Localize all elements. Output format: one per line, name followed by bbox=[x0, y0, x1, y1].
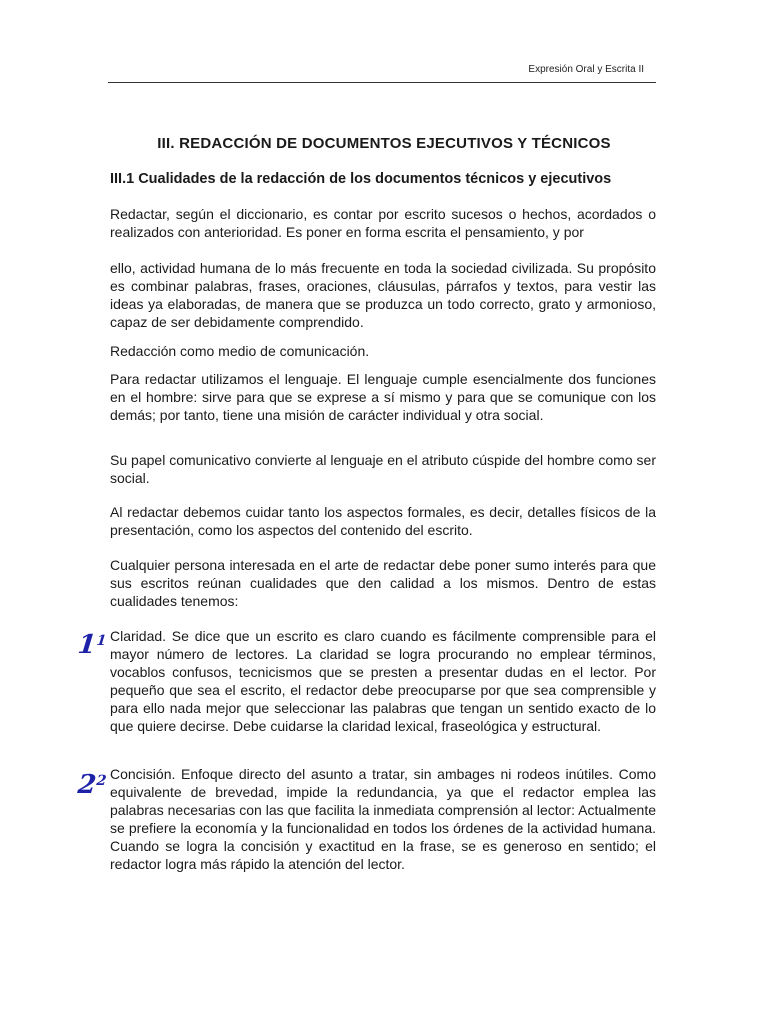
section-title: III. REDACCIÓN DE DOCUMENTOS EJECUTIVOS Y TÉCNICOS bbox=[157, 135, 611, 152]
paragraph-formal-aspects: Al redactar debemos cuidar tanto los aspectos formales, es decir, detalles físicos de la presentación, como los aspectos del contenido del escrito. bbox=[110, 504, 656, 538]
paragraph-definition: Redactar, según el diccionario, es contar por escrito sucesos o hechos, acordados o realizados con anterioridad. Es poner en forma escrita el pensamiento, y por bbox=[110, 206, 656, 240]
paragraph-social-role: Su papel comunicativo convierte al lenguaje en el atributo cúspide del hombre como ser social. bbox=[110, 452, 656, 486]
paragraph-concision: Concisión. Enfoque directo del asunto a tratar, sin ambages ni rodeos inútiles. Como equivalente de brevedad, impide la redundancia, ya que el redactor emplea las palabras necesarias con las que facilita la inmediata comprensión al lector: Actualmente se prefiere la economía y la funcionalidad en todos los órdenes de la actividad humana. Cuando se logra la concisión y exactitud en la frase, se es generoso en sentido; el redactor logra más rápido la atención del lector. bbox=[110, 766, 656, 872]
paragraph-communication-heading: Redacción como medio de comunicación. bbox=[110, 343, 370, 359]
paragraph-qualities-intro: Cualquier persona interesada en el arte de redactar debe poner sumo interés para que sus escritos reúnan cualidades que den calidad a los mismos. Dentro de estas cualidades tenemos: bbox=[110, 557, 656, 609]
margin-marker-2: $2^2$ bbox=[76, 770, 108, 800]
paragraph-clarity: Claridad. Se dice que un escrito es claro cuando es fácilmente comprensible para el mayor número de lectores. La claridad se logra procurando no emplear términos, vocablos confusos, tecnicismos que se presten a presentar dudas en el lector. Por pequeño que sea el escrito, el redactor debe preocuparse por que sea comprensible y para ello nada mejor que seleccionar las palabras que tengan un sentido exacto de lo que quiere decirse. Debe cuidarse la claridad lexical, fraseológica y estructural. bbox=[110, 628, 656, 734]
header-rule bbox=[108, 82, 656, 83]
subsection-title: III.1 Cualidades de la redacción de los documentos técnicos y ejecutivos bbox=[110, 171, 612, 187]
margin-marker-1: $1^1$ bbox=[76, 630, 108, 660]
paragraph-language: Para redactar utilizamos el lenguaje. El lenguaje cumple esencialmente dos funciones en el hombre: sirve para que se exprese a sí mismo y para que se comunique con los demás; por tanto, tiene una misión de carácter individual y otra social. bbox=[110, 371, 656, 423]
running-header: Expresión Oral y Escrita II bbox=[528, 64, 644, 75]
paragraph-definition-continued: ello, actividad humana de lo más frecuente en toda la sociedad civilizada. Su propósito es combinar palabras, frases, oraciones, cláusulas, párrafos y textos, para vestir las ideas ya elaboradas, de manera que se produzca un todo correcto, grato y armonioso, capaz de ser debidamente comprendido. bbox=[110, 260, 656, 330]
